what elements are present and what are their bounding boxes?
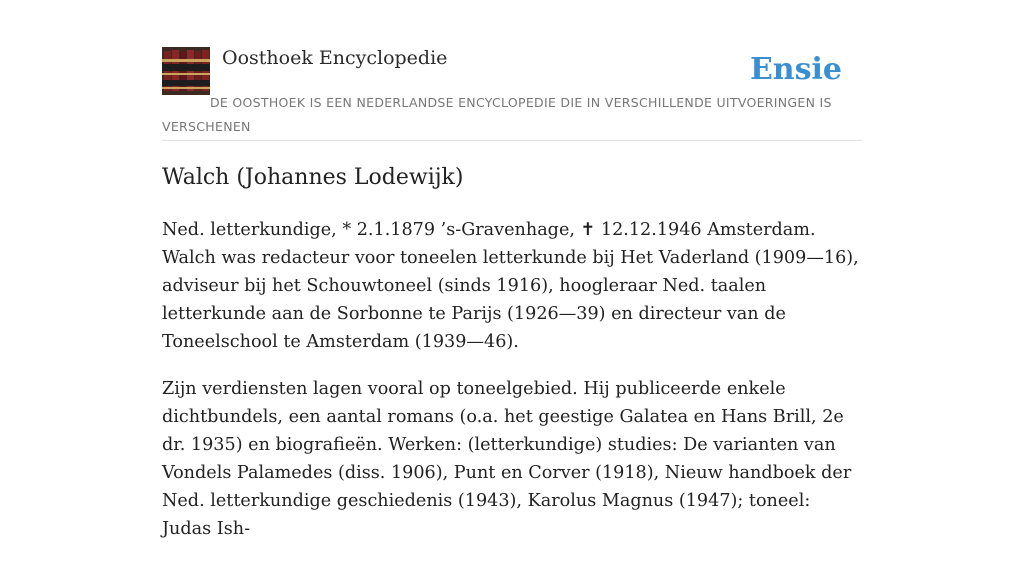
- book-spines-icon: [162, 47, 210, 95]
- article-body: [162, 216, 862, 562]
- article-paragraph: Zijn verdiensten lagen vooral op toneelgebied. Hij publiceerde enkele dichtbundels, een aantal romans (o.a. het geestige Galatea en Hans Brill, 2e dr. 1935) en biografieën. Werken: (letterkundige) studies: De varianten van Vondels Palamedes (diss. 1906), Punt en Corver (1918), Nieuw handboek der Ned. letterkundige geschiedenis (1943), Karolus Magnus (1947); toneel: Judas Ish-: [162, 379, 852, 539]
- site-avatar[interactable]: [162, 47, 210, 95]
- site-title[interactable]: Oosthoek Encyclopedie: [222, 47, 448, 69]
- article-title: Walch (Johannes Lodewijk): [162, 165, 464, 190]
- site-header: [162, 46, 862, 141]
- site-tagline: DE OOSTHOEK IS EEN NEDERLANDSE ENCYCLOPEDIE DIE IN VERSCHILLENDE UITVOERINGEN IS VERSCHENEN: [162, 95, 832, 134]
- brand-logo-link[interactable]: Ensie: [749, 52, 842, 87]
- article-paragraph: Ned. letterkundige, * 2.1.1879 ’s-Gravenhage, ✝ 12.12.1946 Amsterdam. Walch was redacteur voor toneelen letterkunde bij Het Vaderland (1909—16), adviseur bij het Schouwtoneel (sinds 1916), hoogleraar Ned. taalen letterkunde aan de Sorbonne te Parijs (1926—39) en directeur van de Toneelschool te Amsterdam (1939—46).: [162, 220, 859, 352]
